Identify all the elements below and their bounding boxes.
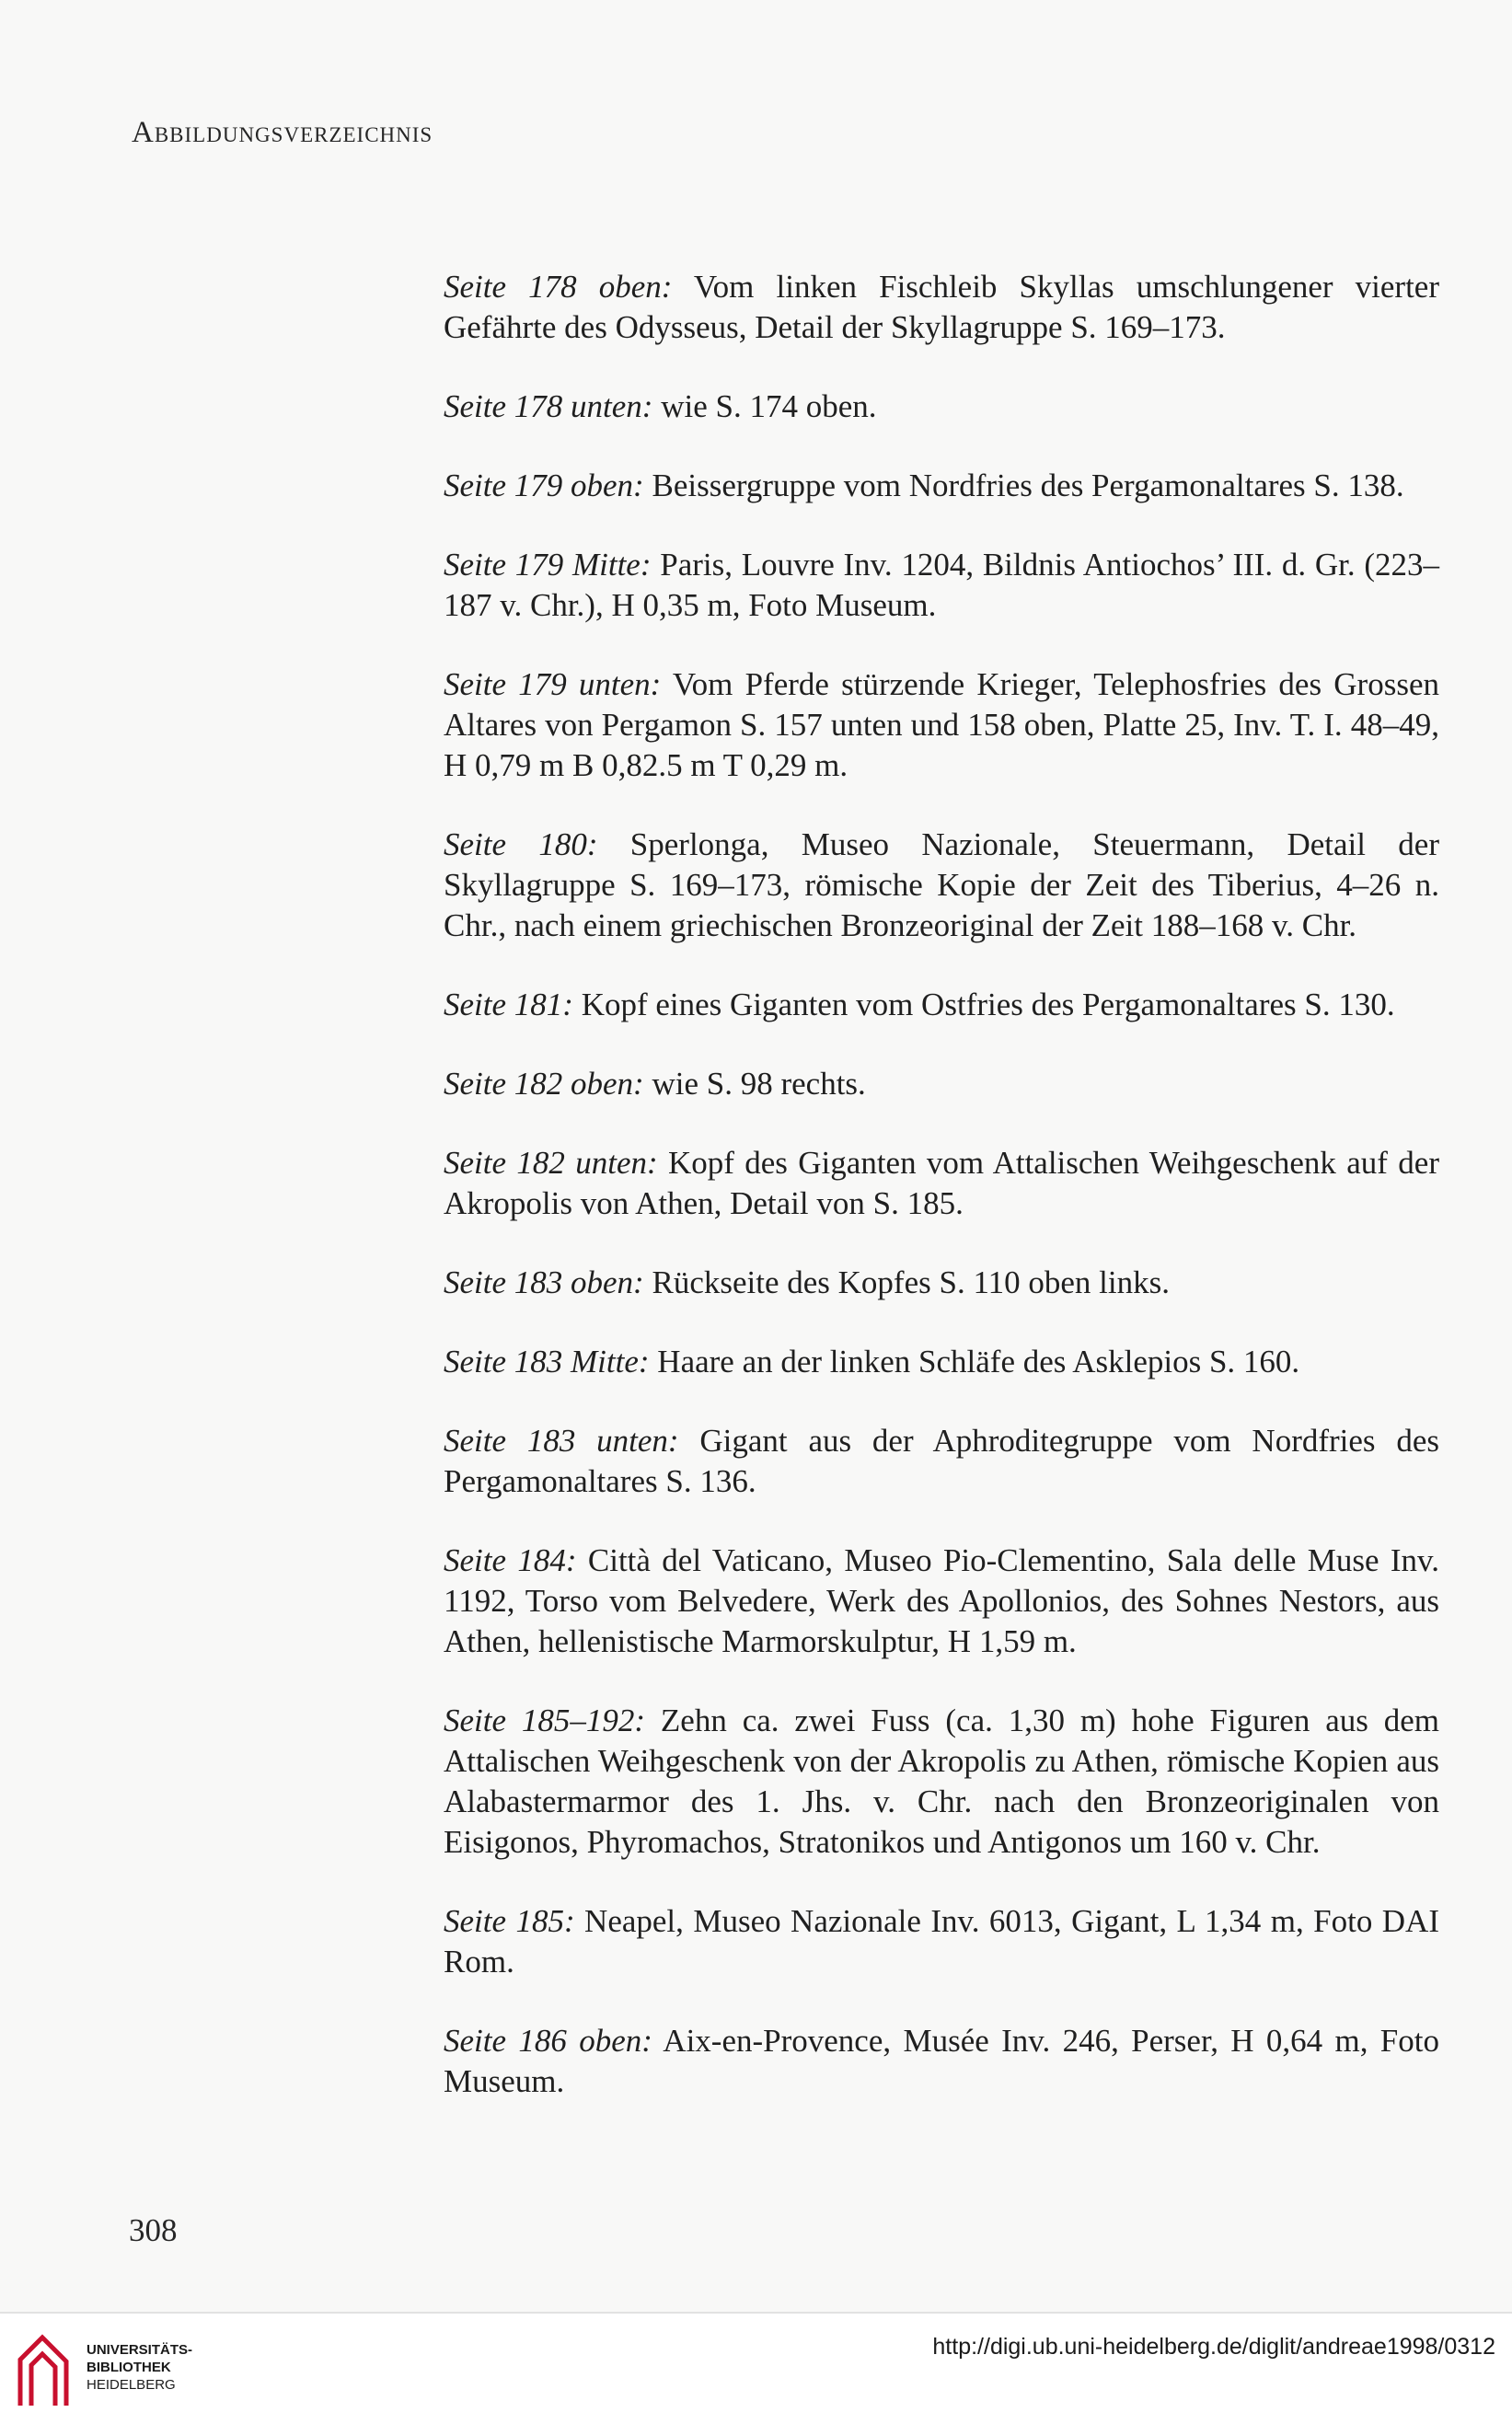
library-name-line: UNIVERSITÄTS- [87,2342,193,2358]
caption-entry [444,267,1439,348]
library-footer [0,2312,1512,2424]
caption-entry [444,1541,1439,1662]
caption-entry [444,985,1439,1025]
caption-entry [444,1342,1439,1382]
caption-text: Rückseite des Kopfes S. 110 oben links. [643,1264,1170,1300]
caption-entry [444,1901,1439,1982]
caption-ref: Seite 179 unten: [444,666,662,702]
university-library-logo-icon [15,2328,72,2407]
caption-entry [444,1263,1439,1303]
caption-text: Haare an der linken Schläfe des Asklepios S. 160. [649,1344,1300,1379]
caption-text: Vom Pferde stürzende Krieger, Telephosfries des Grossen Altares von Pergamon S. 157 unten und 158 oben, Platte 25, Inv. T. I. 48–49, H 0,79 m B 0,82.5 m T 0,29 m. [444,666,1439,783]
caption-ref: Seite 181: [444,987,573,1022]
page-number: 308 [129,2212,178,2248]
caption-text: Neapel, Museo Nazionale Inv. 6013, Gigant, L 1,34 m, Foto DAI Rom. [444,1903,1439,1980]
caption-text: Beissergruppe vom Nordfries des Pergamonaltares S. 138. [643,467,1404,503]
caption-text: Aix-en-Provence, Musée Inv. 246, Perser, H 0,64 m, Foto Museum. [444,2023,1439,2099]
caption-ref: Seite 184: [444,1542,577,1578]
caption-entry [444,825,1439,946]
caption-entry [444,387,1439,427]
caption-ref: Seite 183 Mitte: [444,1344,650,1379]
caption-text: Gigant aus der Aphroditegruppe vom Nordfries des Pergamonaltares S. 136. [444,1423,1440,1499]
caption-text: Zehn ca. zwei Fuss (ca. 1,30 m) hohe Figuren aus dem Attalischen Weihgeschenk von der Akropolis zu Athen, römische Kopien aus Alabastermarmor des 1. Jhs. v. Chr. nach den Bronzeoriginalen von Eisigonos, Phyromachos, Stratonikos und Antigonos um 160 v. Chr. [444,1703,1439,1860]
caption-entry [444,2021,1439,2102]
caption-ref: Seite 186 oben: [444,2023,652,2059]
caption-text: Sperlonga, Museo Nazionale, Steuermann, Detail der Skyllagruppe S. 169–173, römische Kopie der Zeit des Tiberius, 4–26 n. Chr., nach einem griechischen Bronzeoriginal der Zeit 188–168 v. Chr. [444,826,1439,943]
running-head: Abbildungsverzeichnis [132,116,433,149]
caption-ref: Seite 185–192: [444,1703,646,1738]
caption-ref: Seite 185: [444,1903,575,1939]
caption-ref: Seite 180: [444,826,598,862]
caption-ref: Seite 182 unten: [444,1145,658,1181]
caption-text: Vom linken Fischleib Skyllas umschlungener vierter Gefährte des Odysseus, Detail der Skyllagruppe S. 169–173. [444,269,1439,345]
caption-text: wie S. 174 oben. [652,388,877,424]
caption-ref: Seite 182 oben: [444,1066,644,1102]
caption-entry [444,545,1439,626]
caption-ref: Seite 183 unten: [444,1423,679,1459]
caption-text: wie S. 98 rechts. [643,1066,866,1102]
caption-ref: Seite 178 unten: [444,388,653,424]
permalink-url[interactable]: http://digi.ub.uni-heidelberg.de/diglit/andreae1998/0312 [932,2334,1495,2360]
caption-text: Kopf des Giganten vom Attalischen Weihgeschenk auf der Akropolis von Athen, Detail von S. 185. [444,1145,1439,1221]
caption-ref: Seite 179 Mitte: [444,547,652,583]
caption-entry [444,1701,1439,1863]
library-name [87,2341,192,2394]
library-name-line: HEIDELBERG [87,2377,176,2393]
caption-entry [444,1143,1439,1224]
caption-ref: Seite 183 oben: [444,1264,644,1300]
caption-ref: Seite 179 oben: [444,467,644,503]
caption-text: Paris, Louvre Inv. 1204, Bildnis Antiochos’ III. d. Gr. (223–187 v. Chr.), H 0,35 m, Foto Museum. [444,547,1439,623]
caption-ref: Seite 178 oben: [444,269,673,305]
caption-list [444,267,1439,2141]
caption-text: Città del Vaticano, Museo Pio-Clementino, Sala delle Muse Inv. 1192, Torso vom Belvedere, Werk des Apollonios, des Sohnes Nestors, aus Athen, hellenistische Marmorskulptur, H 1,59 m. [444,1542,1439,1659]
caption-entry [444,664,1439,786]
caption-entry [444,1064,1439,1104]
caption-text: Kopf eines Giganten vom Ostfries des Pergamonaltares S. 130. [572,987,1395,1022]
library-name-line: BIBLIOTHEK [87,2360,171,2375]
caption-entry [444,1421,1439,1502]
caption-entry [444,466,1439,506]
